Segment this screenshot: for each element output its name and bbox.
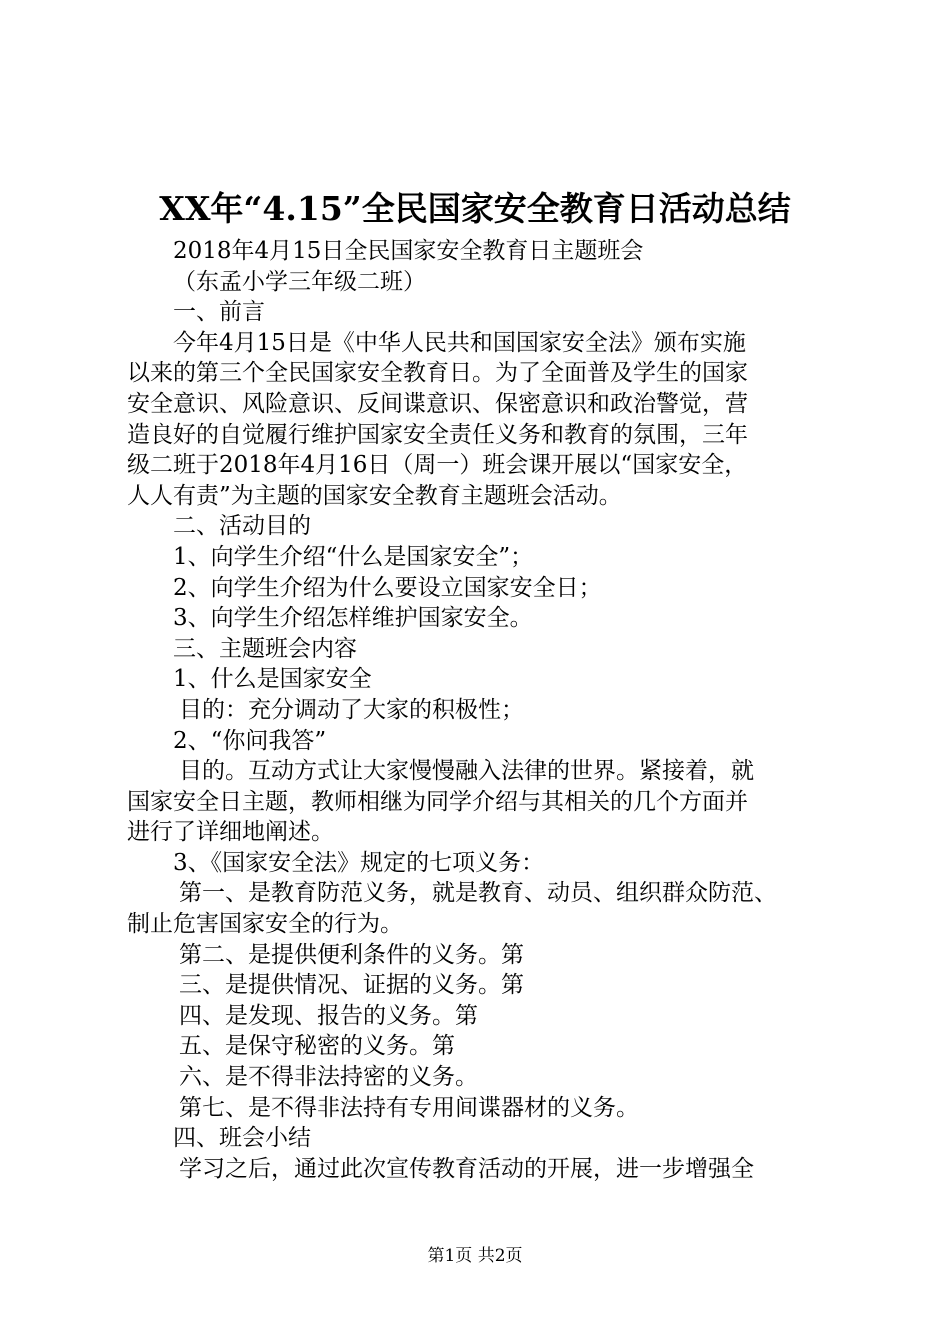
page-number: 第1页 共2页 bbox=[427, 1246, 523, 1266]
section-heading: 四、班会小结 bbox=[173, 1125, 311, 1152]
paragraph-line: 第七、是不得非法持有专用间谍器材的义务。 bbox=[179, 1094, 639, 1121]
paragraph-line: 进行了详细地阐述。 bbox=[127, 819, 334, 846]
paragraph-line: 六、是不得非法持密的义务。 bbox=[179, 1064, 478, 1091]
paragraph-line: 第二、是提供便利条件的义务。第 bbox=[179, 941, 524, 968]
paragraph-line: 造良好的自觉履行维护国家安全责任义务和教育的氛围，三年 bbox=[127, 421, 748, 448]
document-title: XX年“4.15”全民国家安全教育日活动总结 bbox=[159, 189, 791, 228]
paragraph-line: 目的。互动方式让大家慢慢融入法律的世界。紧接着，就 bbox=[179, 758, 754, 785]
paragraph-line: 目的：充分调动了大家的积极性； bbox=[179, 696, 524, 723]
paragraph-line: 级二班于2018年4月16日（周一）班会课开展以“国家安全， bbox=[127, 452, 748, 479]
paragraph-line: 三、是提供情况、证据的义务。第 bbox=[179, 972, 524, 999]
list-item: 1、向学生介绍“什么是国家安全”； bbox=[173, 543, 534, 570]
section-heading: 二、活动目的 bbox=[173, 513, 311, 540]
paragraph-line: 国家安全日主题，教师相继为同学介绍与其相关的几个方面并 bbox=[127, 788, 748, 815]
list-item: 3、《国家安全法》规定的七项义务： bbox=[173, 849, 545, 876]
paragraph-line: 学习之后，通过此次宣传教育活动的开展，进一步增强全 bbox=[179, 1155, 754, 1182]
class-line: （东孟小学三年级二班） bbox=[173, 268, 426, 295]
list-item: 2、“你问我答” bbox=[173, 727, 327, 754]
subtitle-line: 2018年4月15日全民国家安全教育日主题班会 bbox=[173, 238, 644, 264]
paragraph-line: 今年4月15日是《中华人民共和国国家安全法》颁布实施 bbox=[173, 329, 746, 356]
section-heading: 三、主题班会内容 bbox=[173, 635, 357, 662]
document-body bbox=[127, 236, 847, 1184]
paragraph-line: 安全意识、风险意识、反间谍意识、保密意识和政治警觉，营 bbox=[127, 390, 748, 417]
paragraph-line: 四、是发现、报告的义务。第 bbox=[179, 1002, 478, 1029]
paragraph-line: 制止危害国家安全的行为。 bbox=[127, 911, 403, 938]
list-item: 2、向学生介绍为什么要设立国家安全日； bbox=[173, 574, 602, 601]
paragraph-line: 以来的第三个全民国家安全教育日。为了全面普及学生的国家 bbox=[127, 360, 748, 387]
list-item: 3、向学生介绍怎样维护国家安全。 bbox=[173, 605, 533, 632]
paragraph-line: 五、是保守秘密的义务。第 bbox=[179, 1033, 455, 1060]
paragraph-line: 人人有责”为主题的国家安全教育主题班会活动。 bbox=[127, 482, 622, 509]
paragraph-line: 第一、是教育防范义务，就是教育、动员、组织群众防范、 bbox=[179, 880, 777, 907]
list-item: 1、什么是国家安全 bbox=[173, 666, 372, 693]
section-heading: 一、前言 bbox=[173, 299, 265, 326]
